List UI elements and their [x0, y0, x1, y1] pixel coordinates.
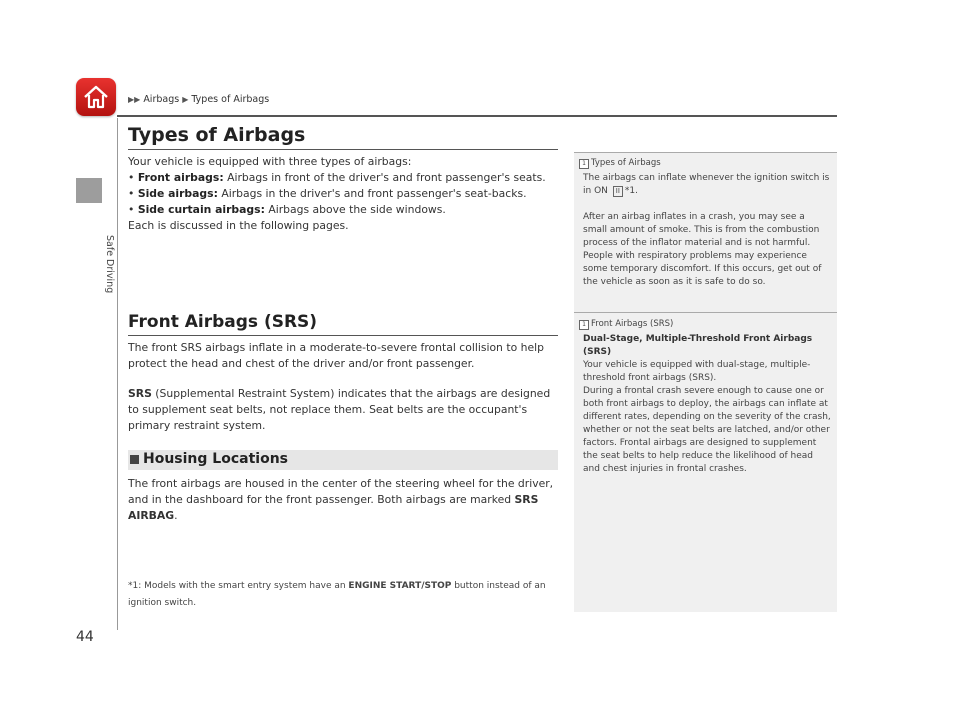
section-title-front: Front Airbags (SRS)	[128, 312, 318, 332]
closing-text: Each is discussed in the following pages.	[128, 219, 349, 232]
section-title-types: Types of Airbags	[128, 124, 306, 146]
note-types: 1 Types of Airbags The airbags can inflate whenever the ignition switch is in ON II *1. After an airbag inflates in a crash, you may see a small amount of smoke. This is from the combustion process of the inflator material and is not harmful. People with respiratory problems may experience some temporary discomfort. If this occurs, get out of the vehicle as soon as it is safe to do so.	[579, 157, 831, 289]
breadcrumb-arrow-icon: ▶▶	[128, 95, 141, 104]
breadcrumb	[128, 94, 269, 105]
ignition-key-icon: II	[613, 186, 623, 197]
breadcrumb-item-airbags[interactable]: Airbags	[143, 94, 180, 105]
header-rule	[117, 115, 837, 117]
reference-icon: 1	[579, 159, 589, 169]
home-icon	[82, 83, 110, 111]
breadcrumb-item-types[interactable]: Types of Airbags	[191, 94, 270, 105]
footnote: *1: Models with the smart entry system have an ENGINE START/STOP button instead of an ignition switch.	[128, 581, 546, 608]
bullet-side: • Side airbags: Airbags in the driver's and front passenger's seat-backs.	[128, 187, 527, 200]
note-front: 1 Front Airbags (SRS) Dual-Stage, Multiple-Threshold Front Airbags (SRS) Your vehicle is equipped with dual-stage, multiple-threshold front airbags (SRS). During a frontal crash severe enough to cause one or both front airbags to deploy, the airbags can inflate at different rates, depending on the severity of the crash, whether or not the seat belts are latched, and/or other factors. Frontal airbags are designed to supplement the seat belts to help reduce the likelihood of head and chest injuries in frontal crashes.	[579, 318, 831, 476]
housing-para: The front airbags are housed in the center of the steering wheel for the driver, and in the dashboard for the front passenger. Both airbags are marked SRS AIRBAG.	[128, 477, 554, 522]
note-rule	[574, 312, 837, 313]
page-number: 44	[76, 629, 94, 645]
note-rule	[574, 152, 837, 153]
side-rule	[117, 118, 118, 630]
square-bullet-icon	[130, 455, 139, 464]
intro-text: Your vehicle is equipped with three types of airbags:	[128, 155, 412, 168]
section-label: Safe Driving	[104, 235, 115, 294]
front-para1: The front SRS airbags inflate in a moderate-to-severe frontal collision to help protect the head and chest of the driver and/or front passenger.	[128, 341, 544, 370]
bullet-curtain: • Side curtain airbags: Airbags above the side windows.	[128, 203, 446, 216]
breadcrumb-arrow-icon: ▶	[182, 95, 189, 104]
home-button[interactable]	[76, 78, 116, 116]
title-rule	[128, 149, 558, 150]
front-para2: SRS (Supplemental Restraint System) indicates that the airbags are designed to supplement seat belts, not replace them. Seat belts are the occupant's primary restraint system.	[128, 387, 551, 432]
subhead-housing: Housing Locations	[128, 450, 558, 470]
reference-icon: 1	[579, 320, 589, 330]
bullet-front: • Front airbags: Airbags in front of the driver's and front passenger's seats.	[128, 171, 546, 184]
title-rule	[128, 335, 558, 336]
section-tab[interactable]	[76, 178, 102, 203]
types-body	[128, 154, 558, 234]
